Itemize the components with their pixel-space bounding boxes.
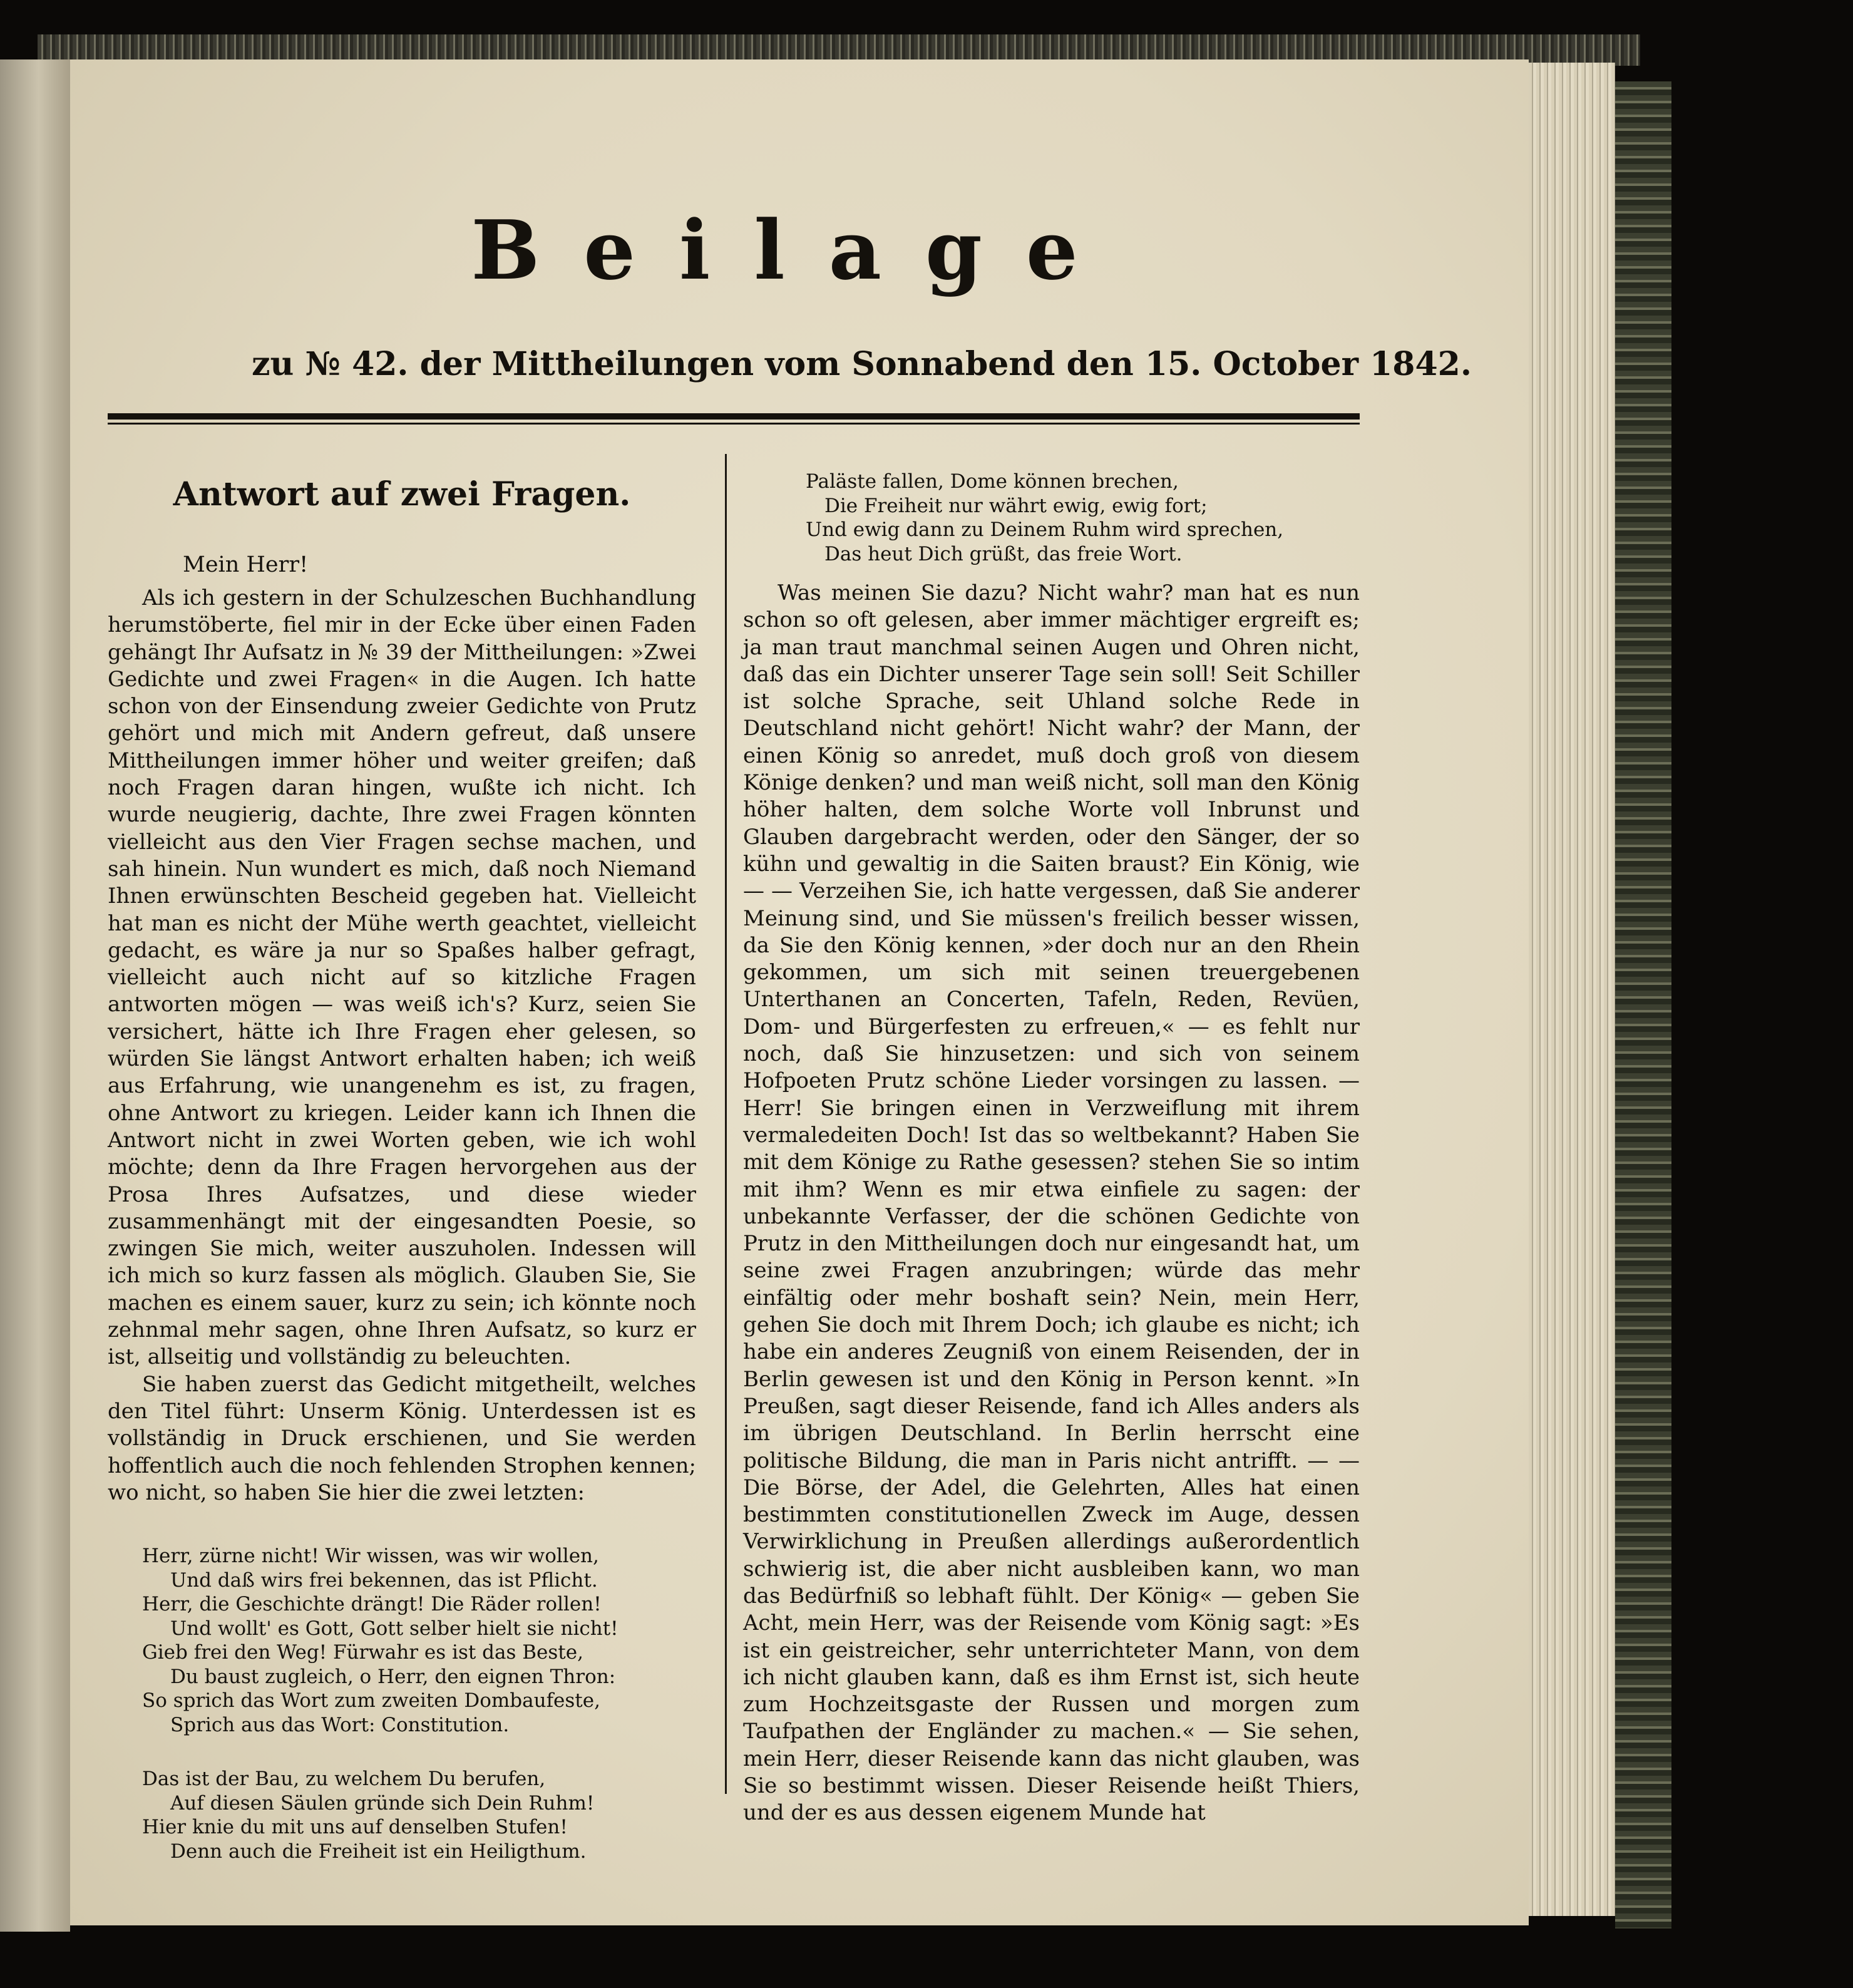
masthead-subtitle: zu № 42. der Mittheilungen vom Sonnabend den 15. October 1842. (252, 345, 1472, 383)
salutation: Mein Herr! (183, 552, 309, 577)
paragraph: Was meinen Sie dazu? Nicht wahr? man hat es nun schon so oft gelesen, aber immer mächtiger ergreift es; ja man traut manchmal seinen Augen und Ohren nicht, daß das ein Dichter unserer Tage sein soll! Seit Schiller ist solche Sprache, seit Uhland solche Rede in Deutschland nicht gehört! Nicht wahr? der Mann, der einen König so anredet, muß doch groß von diesem Könige denken? und man weiß nicht, soll man den König höher halten, dem solche Worte voll Inbrunst und Glauben dargebracht werden, oder den Sänger, der so kühn und gewaltig in die Saiten braust? Ein König, wie — — Verzeihen Sie, ich hatte vergessen, daß Sie anderer Meinung sind, und Sie müssen's freilich besser wissen, da Sie den König kennen, »der doch nur an den Rhein gekommen, um sich mit seinen treuergebenen Unterthanen an Concerten, Tafeln, Reden, Revüen, Dom- und Bürgerfesten zu erfreuen,« — es fehlt nur noch, daß Sie hinzusetzen: und sich von seinem Hofpoeten Prutz schöne Lieder vorsingen zu lassen. — Herr! Sie bringen einen in Verzweiflung mit ihrem vermaledeiten Doch! Ist das so weltbekannt? Haben Sie mit dem Könige zu Rathe gesessen? stehen Sie so intim mit ihm? Wenn es mir etwa einfiele zu sagen: der unbekannte Verfasser, der die schönen Gedichte von Prutz in den Mittheilungen doch nur eingesandt hat, um seine zwei Fragen anzubringen; würde das mehr einfältig oder mehr boshaft sein? Nein, mein Herr, gehen Sie doch mit Ihrem Doch; ich glaube es nicht; ich habe ein anderes Zeugniß von einem Reisenden, der in Berlin gewesen ist und den König in Person kennt. »In Preußen, sagt dieser Reisende, fand ich Alles anders als im übrigen Deutschland. In Berlin herrscht eine politische Bildung, die man in Paris nicht antrifft. — — Die Börse, der Adel, die Gelehrten, Alles hat einen bestimmten constitutionellen Zweck im Auge, dessen Verwirklichung in Preußen allerdings außerordentlich schwierig ist, die aber nicht ausbleiben kann, wo man das Bedürfniß so lebhaft fühlt. Der König« — geben Sie Acht, mein Herr, was der Reisende vom König sagt: »Es ist ein geistreicher, sehr unterrichteter Mann, von dem ich nicht glauben kann, daß es ihm Ernst ist, sich heute zum Hochzeitsgaste der Russen und morgen zum Taufpathen der Engländer zu machen.« — Sie sehen, mein Herr, dieser Reisende kann das nicht glauben, was Sie so bestimmt wissen. Dieser Reisende heißt Thiers, und der es aus dessen eigenem Munde hat (743, 580, 1360, 1826)
left-column (108, 466, 696, 1863)
verse-line: Die Freiheit nur währt ewig, ewig fort; (824, 494, 1208, 517)
verse-line: Sprich aus das Wort: Constitution. (170, 1713, 510, 1736)
verse-stanza (743, 470, 1360, 566)
verse-line: Denn auch die Freiheit ist ein Heiligthum. (170, 1840, 587, 1863)
right-column (743, 470, 1360, 1827)
verse-line: Gieb frei den Weg! Fürwahr es ist das Beste, (142, 1641, 583, 1664)
paragraph: Sie haben zuerst das Gedicht mitgetheilt, welches den Titel führt: Unserm König. Unterdessen ist es vollständig in Druck erschienen, und Sie werden hoffentlich auch die noch fehlenden Strophen kennen; wo nicht, so haben Sie hier die zwei letzten: (108, 1371, 696, 1505)
newspaper-page (70, 59, 1529, 1925)
verse-line: Das ist der Bau, zu welchem Du berufen, (142, 1768, 546, 1791)
verse-line: Paläste fallen, Dome können brechen, (806, 470, 1179, 493)
header-rule-thick (108, 413, 1360, 420)
verse-line: Und ewig dann zu Deinem Ruhm wird sprechen, (806, 518, 1284, 541)
header-rule-thin (108, 423, 1360, 425)
verse-line: Das heut Dich grüßt, das freie Wort. (824, 542, 1183, 565)
paragraph: Als ich gestern in der Schulzeschen Buchhandlung herumstöberte, fiel mir in der Ecke über einen Faden gehängt Ihr Aufsatz in № 39 der Mittheilungen: »Zwei Gedichte und zwei Fragen« in die Augen. Ich hatte schon von der Einsendung zweier Gedichte von Prutz gehört und mich mit Andern gefreut, daß unsere Mittheilungen immer höher und weiter greifen; daß noch Fragen daran hingen, wußte ich nicht. Ich wurde neugierig, dachte, Ihre zwei Fragen könnten vielleicht aus den Vier Fragen sechse machen, und sah hinein. Nun wundert es mich, daß noch Niemand Ihnen erwünschten Bescheid gegeben hat. Vielleicht hat man es nicht der Mühe werth geachtet, vielleicht gedacht, es wäre ja nur so Spaßes halber gefragt, vielleicht auch nicht auf so kitzliche Fragen antworten mögen — was weiß ich's? Kurz, seien Sie versichert, hätte ich Ihre Fragen eher gelesen, so würden Sie längst Antwort erhalten haben; ich weiß aus Erfahrung, wie unangenehm es ist, zu fragen, ohne Antwort zu kriegen. Leider kann ich Ihnen die Antwort nicht in zwei Worten geben, wie ich wohl möchte; denn da Ihre Fragen hervorgehen aus der Prosa Ihres Aufsatzes, und diese wieder zusammenhängt mit der eingesandten Poesie, so zwingen Sie mich, weiter auszuholen. Indessen will ich mich so kurz fassen als möglich. Glauben Sie, Sie machen es einem sauer, kurz zu sein; ich könnte noch zehnmal mehr sagen, ohne Ihren Aufsatz, so kurz er ist, allseitig und vollständig zu beleuchten. (108, 585, 696, 1370)
verse-line: Und daß wirs frei bekennen, das ist Pflicht. (170, 1568, 598, 1592)
page-stack-edge (1521, 63, 1615, 1916)
verse-stanza (108, 1544, 696, 1737)
verse-line: So sprich das Wort zum zweiten Dombaufeste, (142, 1689, 600, 1712)
verse-line: Herr, zürne nicht! Wir wissen, was wir wollen, (142, 1545, 599, 1568)
verse-line: Du baust zugleich, o Herr, den eignen Thron: (170, 1665, 616, 1688)
column-divider (725, 454, 727, 1794)
verse-line: Und wollt' es Gott, Gott selber hielt sie nicht! (170, 1617, 619, 1640)
article-title: Antwort auf zwei Fragen. (173, 475, 631, 513)
verse-line: Hier knie du mit uns auf denselben Stufen! (142, 1816, 568, 1839)
facing-page-edge (0, 59, 70, 1932)
marbled-cover-edge (1615, 81, 1671, 1929)
verse-stanza (108, 1767, 696, 1863)
masthead-title: Beilage (471, 202, 1122, 298)
verse-line: Auf diesen Säulen gründe sich Dein Ruhm! (170, 1791, 595, 1815)
verse-line: Herr, die Geschichte drängt! Die Räder rollen! (142, 1593, 602, 1616)
